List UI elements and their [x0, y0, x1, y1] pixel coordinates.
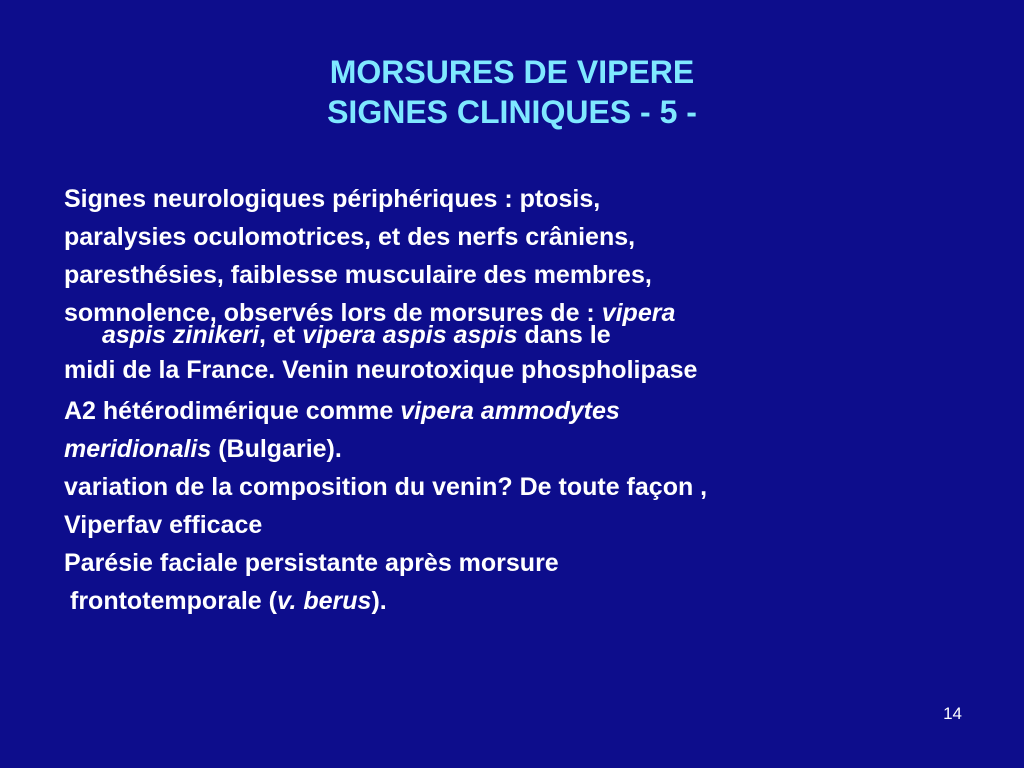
species-aspis-zinikeri: aspis zinikeri — [102, 321, 260, 349]
body-line-9: variation de la composition du venin? De toute façon , — [64, 473, 708, 501]
species-vipera-ammodytes: vipera ammodytes — [400, 397, 620, 425]
species-vipera: vipera — [601, 299, 676, 327]
body-line-7 — [64, 392, 964, 430]
body-line-12 — [64, 582, 964, 620]
body-line-7-text: A2 hétérodimérique comme — [64, 397, 401, 425]
body-line-5-conj: , et — [259, 321, 303, 349]
title-line-1: MORSURES DE VIPERE — [329, 54, 695, 90]
body-line-8-text: (Bulgarie). — [211, 435, 342, 463]
body-line-10: Viperfav efficace — [64, 511, 263, 539]
page-number: 14 — [943, 704, 962, 723]
species-v-berus: v. berus — [276, 587, 372, 615]
body-line-4-text: somnolence, observés lors de morsures de : — [64, 299, 602, 327]
body-line-3: paresthésies, faiblesse musculaire des membres, — [64, 261, 652, 289]
body-line-2: paralysies oculomotrices, et des nerfs crâniens, — [64, 223, 636, 251]
body-line-8 — [64, 430, 964, 468]
body-line-12-text: frontotemporale ( — [70, 587, 277, 615]
slide-body — [64, 180, 964, 620]
species-meridionalis: meridionalis — [64, 435, 212, 463]
slide-title — [0, 52, 1024, 132]
body-line-6: midi de la France. Venin neurotoxique phospholipase — [64, 356, 698, 384]
body-line-1: Signes neurologiques périphériques : ptosis, — [64, 185, 601, 213]
body-line-11: Parésie faciale persistante après morsure — [64, 549, 559, 577]
title-line-2: SIGNES CLINIQUES - 5 - — [327, 94, 697, 130]
body-line-5-end: dans le — [517, 321, 611, 349]
species-vipera-aspis-aspis: vipera aspis aspis — [302, 321, 518, 349]
body-line-12-end: ). — [371, 587, 387, 615]
body-line-5 — [64, 322, 964, 348]
